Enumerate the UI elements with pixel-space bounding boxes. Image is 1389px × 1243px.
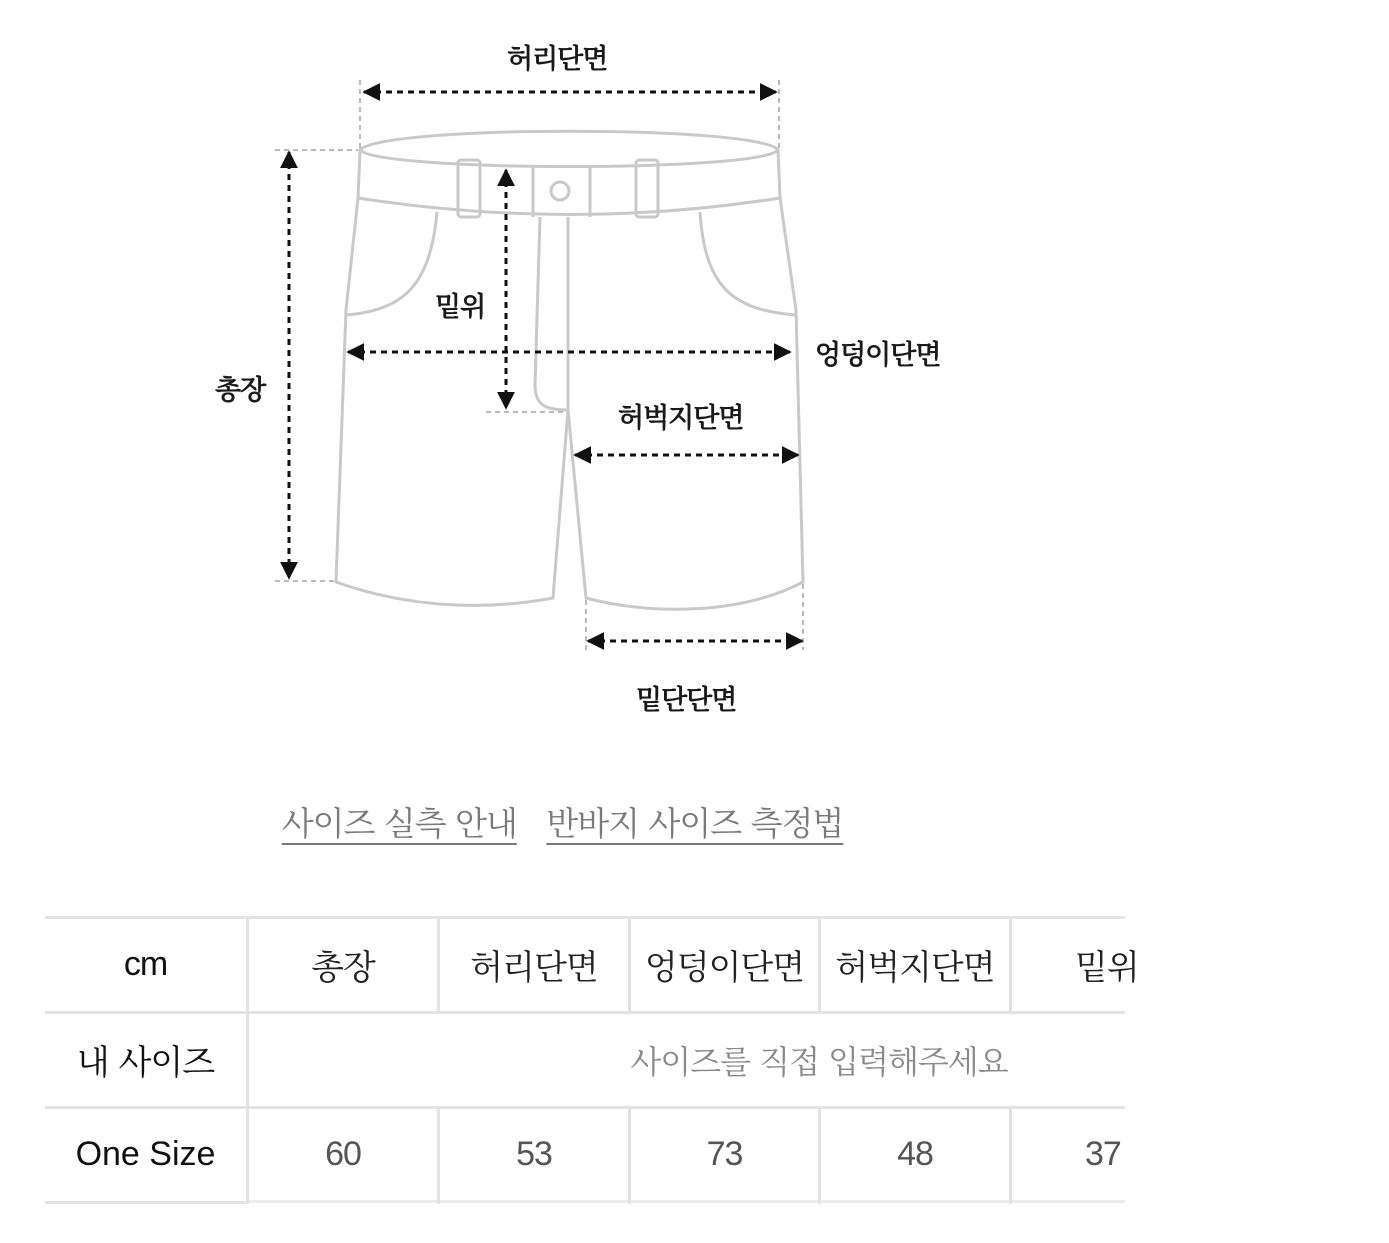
- measure-method-link[interactable]: 반바지 사이즈 측정법: [546, 804, 844, 843]
- table-header-row: [45, 918, 1139, 1011]
- size-value: 48: [897, 1135, 933, 1173]
- label-hem: 밑단단면: [636, 685, 737, 716]
- my-size-row: [45, 1013, 1125, 1106]
- size-value: 53: [516, 1135, 552, 1173]
- shorts-illustration: [0, 0, 1125, 740]
- column-header: 밑위: [1075, 948, 1139, 988]
- column-header: 허리단면: [470, 948, 598, 988]
- label-waist: 허리단면: [507, 44, 608, 75]
- label-length: 총장: [215, 375, 266, 406]
- size-value: 60: [325, 1135, 361, 1173]
- column-header: 총장: [311, 948, 375, 988]
- table-row: [45, 1108, 1125, 1201]
- label-hip: 엉덩이단면: [815, 340, 941, 371]
- size-table: [45, 916, 1139, 1206]
- column-header: 허벅지단면: [835, 948, 995, 988]
- size-value: 73: [706, 1135, 743, 1173]
- size-name: One Size: [75, 1135, 216, 1173]
- size-guide-link[interactable]: 사이즈 실측 안내: [281, 804, 517, 843]
- measurement-diagram: [0, 0, 1125, 740]
- shorts-outline: [336, 131, 803, 609]
- size-links: [0, 798, 1125, 845]
- my-size-input[interactable]: 사이즈를 직접 입력해주세요: [630, 1042, 1008, 1081]
- label-thigh: 허벅지단면: [618, 403, 744, 434]
- column-header: 엉덩이단면: [644, 948, 805, 988]
- my-size-label: 내 사이즈: [76, 1043, 215, 1083]
- table-border: [45, 1201, 248, 1204]
- measure-arrows: [289, 92, 802, 641]
- label-rise: 밑위: [435, 292, 486, 323]
- size-value: 37: [1085, 1135, 1121, 1173]
- unit-header: cm: [123, 945, 168, 983]
